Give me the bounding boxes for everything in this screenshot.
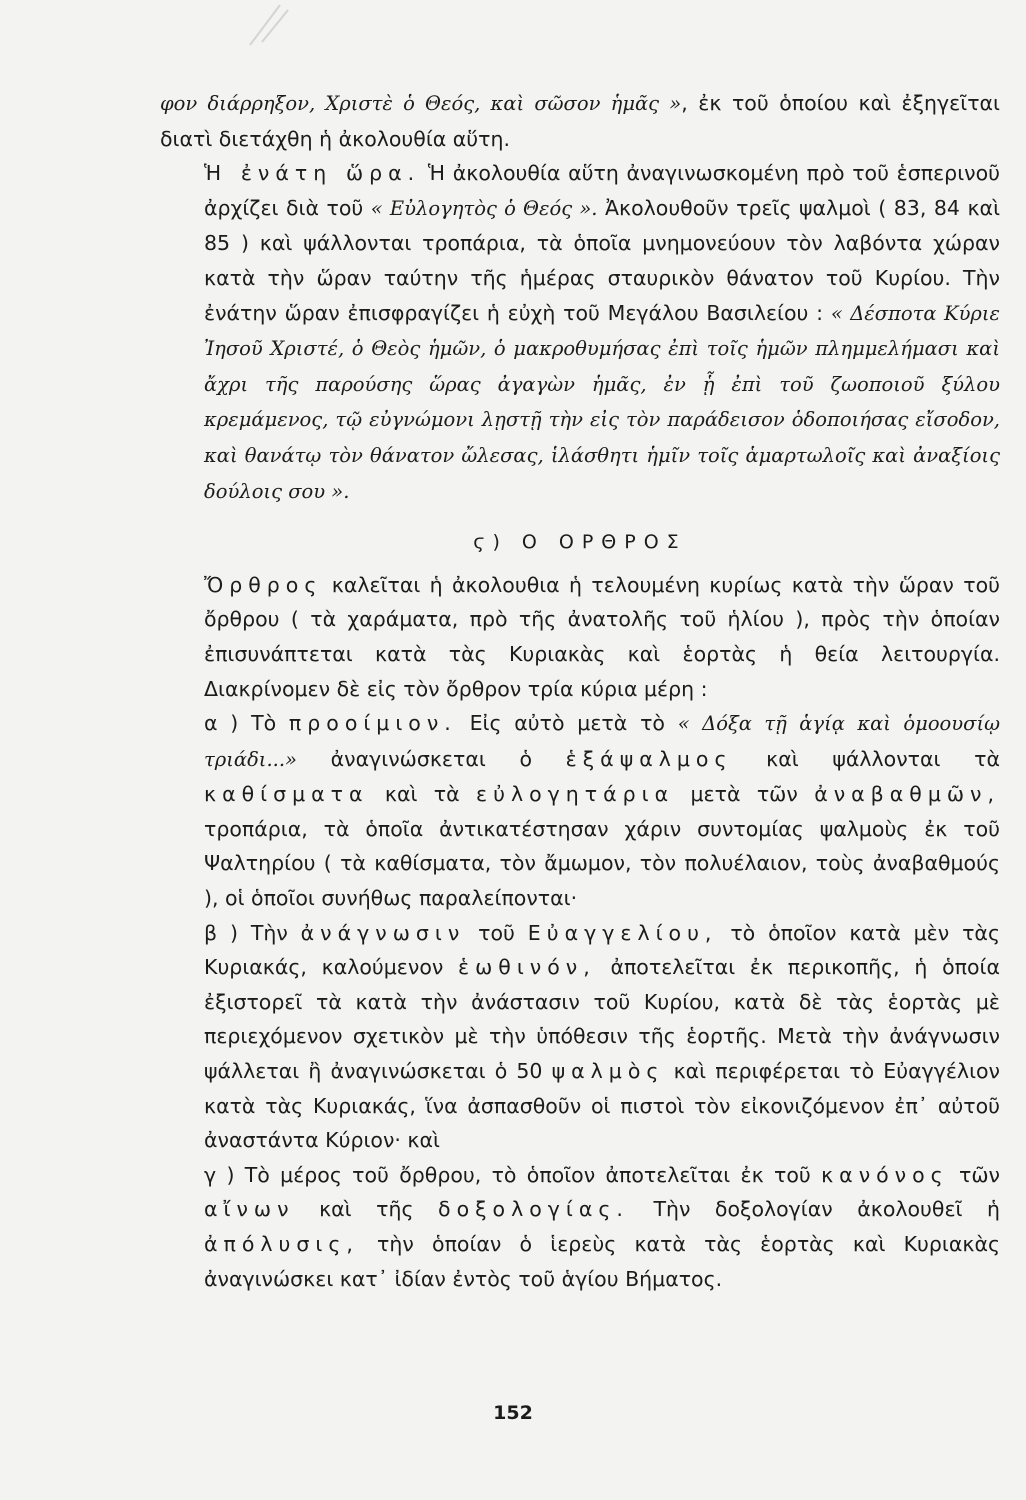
text-run: καλεῖται ἡ ἀκολουθια ἡ τελουμένη κυρίως κατὰ τὴν ὥραν τοῦ ὄρθρου ( τὰ χαράματα, πρὸ τῆς ἀνατολῆς τοῦ ἡλίου ), πρὸς τὴν ὁποίαν ἐπισυνάπτεται κατὰ τὰς Κυριακὰς καὶ ἑορτὰς ἡ θεία λειτουργία. Διακρίνομεν δὲ εἰς τὸν ὄρθρον τρία κύρια μέρη : <box>204 572 1000 701</box>
section-heading-orthros: ϛ) Ο ΟΡΘΡΟΣ <box>473 531 687 554</box>
term-prooimion: προοίμιον. <box>288 711 457 736</box>
term-hexapsalmos: ἑξάψαλμος <box>565 746 733 771</box>
term-doxologias: δοξολογίας. <box>438 1197 629 1222</box>
text-run: Ἀκολουθοῦν τρεῖς ψαλμοὶ ( 83, 84 καὶ 85 ) καὶ ψάλλονται τροπάρια, τὰ ὁποῖα μνημονεύουν τὸν λαβόντα χώραν κατὰ τὴν ὥραν ταύτην τῆς ἡμέρας σταυρικὸν θάνατον τοῦ Κυρίου. Τὴν ἐνάτην ὥραν ἐπισφραγίζει ἡ εὐχὴ τοῦ Μεγάλου Βασιλείου : <box>204 195 1001 325</box>
text-run: τὸ ὁποῖον κατὰ μὲν τὰς Κυριακάς, καλούμενον <box>204 920 1000 980</box>
term-kanonos: κανόνος <box>821 1162 949 1187</box>
text-run: α ) Τὸ <box>204 711 289 736</box>
text-run: Τὴν δοξολογίαν ἀκολουθεῖ ἡ <box>628 1197 1000 1222</box>
text-run: ἀναγινώσκεται ὁ <box>296 746 566 771</box>
term-apolysis: ἀπόλυσις, <box>204 1232 359 1256</box>
text-run: καὶ περιφέρεται τὸ Εὐαγγέλιον κατὰ τὰς Κυριακάς, ἵνα ἀσπασθοῦν οἱ πιστοὶ τὸν εἰκονιζόμενον ἐπ᾽ αὐτοῦ ἀναστάντα Κύριον· καὶ <box>204 1059 1000 1153</box>
text-run: καὶ ψάλλονται τὰ <box>732 746 1000 771</box>
text-run: καὶ τὰ <box>368 782 477 807</box>
quote-evlogitos: « Εὐλογητὸς ὁ Θεός ». <box>370 196 598 220</box>
text-run: Ἡ ἀκολουθία αὕτη ἀναγινωσκομένη πρὸ τοῦ ἑσπερινοῦ ἀρχίζει διὰ τοῦ <box>204 161 1000 220</box>
text-run: τῶν <box>948 1162 1000 1187</box>
text-run: μετὰ τῶν <box>674 782 815 807</box>
paragraph-part-a <box>160 706 1000 916</box>
term-anagnosin: ἀνάγνωσιν <box>300 920 466 945</box>
term-orthros: Ὄρθρος <box>204 572 323 597</box>
text-run: γ ) Τὸ μέρος τοῦ ὄρθρου, τὸ ὁποῖον ἀποτελεῖται ἐκ τοῦ <box>204 1162 822 1187</box>
term-kathismata: καθίσματα <box>204 782 369 807</box>
text-run: β ) Τὴν <box>204 920 301 945</box>
paragraph-orthros-intro <box>160 568 1000 706</box>
paragraph-ninth-hour <box>160 156 1000 509</box>
scan-smudge-mark <box>240 0 310 50</box>
term-ninth-hour: Ἡ ἐνάτη ὥρα. <box>204 161 421 186</box>
text-run: καὶ τῆς <box>294 1197 439 1222</box>
prayer-quote-end: φον διάρρηξον, Χριστὲ ὁ Θεός, καὶ σῶσον ἡμᾶς » <box>160 92 682 115</box>
term-psalmos: ψαλμὸς <box>551 1059 665 1084</box>
term-eothinon: ἑωθινόν, <box>458 955 596 980</box>
term-anavathmoi: ἀναβαθμῶν, <box>814 782 1000 807</box>
paragraph-continuation <box>160 86 1000 156</box>
term-evangeliou: Εὐαγγελίου, <box>527 920 718 945</box>
term-evlogitaria: εὐλογητάρια <box>476 782 675 807</box>
text-run: , ἐκ τοῦ ὁποίου καὶ ἐξηγεῖται διατὶ διετάχθη ἡ ἀκολουθία αὕτη. <box>160 91 1000 151</box>
text-run: τροπάρια, τὰ ὁποῖα ἀντικατέστησαν χάριν συντομίας ψαλμοὺς ἐκ τοῦ Ψαλτηρίου ( τὰ καθίσματα, τὸν ἄμωμον, τὸν πολυέλαιον, τοὺς ἀναβαθμούς ), οἱ ὁποῖοι συνήθως παραλείπονται· <box>204 816 1000 911</box>
text-run: τὴν ὁποίαν ὁ ἱερεὺς κατὰ τὰς ἑορτὰς καὶ Κυριακὰς ἀναγινώσκει κατ᾽ ἰδίαν ἐντὸς τοῦ ἁγίου Βήματος. <box>204 1232 1000 1291</box>
text-run: Εἰς αὐτὸ μετὰ τὸ <box>456 711 678 736</box>
body-text <box>160 86 1000 1296</box>
prayer-basil-quote: « Δέσποτα Κύριε Ἰησοῦ Χριστέ, ὁ Θεὸς ἡμῶν, ὁ μακροθυμήσας ἐπὶ τοῖς ἡμῶν πλημμελήμασι καὶ ἄχρι τῆς παρούσης ὥρας ἀγαγὼν ἡμᾶς, ἐν ᾗ ἐπὶ τοῦ ζωοποιοῦ ξύλου κρεμάμενος, τῷ εὐγνώμονι λῃστῇ τὴν εἰς τὸν παράδεισον ὁδοποιήσας εἴσοδον, καὶ θανάτῳ τὸν θάνατον ὤλεσας, ἱλάσθητι ἡμῖν τοῖς ἁμαρτωλοῖς καὶ ἀναξίοις δούλοις σου ». <box>204 301 1000 503</box>
paragraph-part-b <box>160 916 1000 1158</box>
text-run: ἀποτελεῖται ἐκ περικοπῆς, ἡ ὁποία ἐξιστορεῖ τὰ κατὰ τὴν ἀνάστασιν τοῦ Κυρίου, κατὰ δὲ τὰς ἑορτὰς μὲ περιεχόμενον σχετικὸν μὲ τὴν ὑπόθεσιν τῆς ἑορτῆς. Μετὰ τὴν ἀνάγνωσιν ψάλλεται ἢ ἀναγινώσκεται ὁ 50 <box>204 955 1000 1084</box>
text-run: τοῦ <box>465 920 528 945</box>
term-ainon: αἴνων <box>204 1197 295 1222</box>
paragraph-part-c <box>160 1158 1000 1296</box>
quote-doxa: « Δόξα τῇ ἁγίᾳ καὶ ὁμοουσίῳ τριάδι...» <box>204 712 1001 771</box>
page-number: 152 <box>493 1402 533 1424</box>
